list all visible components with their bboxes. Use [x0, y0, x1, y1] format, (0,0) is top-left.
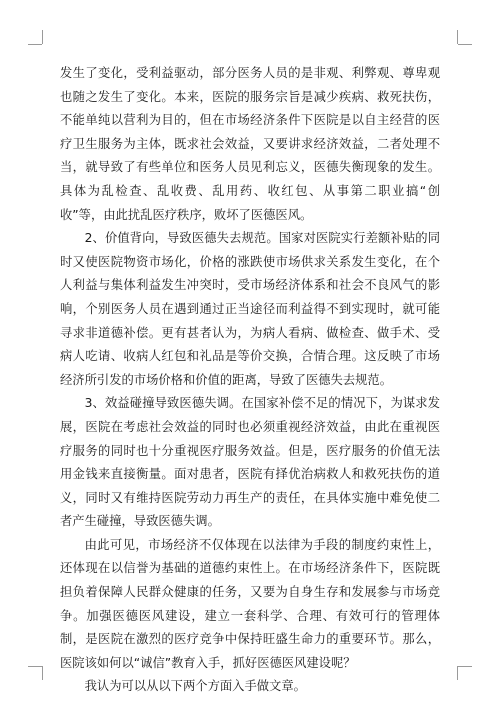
paragraph-closing: 我认为可以从以下两个方面入手做文章。 [84, 679, 306, 694]
crop-mark-bottom-left-v [42, 666, 43, 680]
crop-mark-bottom-right-v [457, 666, 458, 680]
crop-mark-top-right-h [458, 44, 472, 45]
paragraph-value-orientation: 2、价值背向，导致医德失去规范。国家对医院实行差额补贴的同时又使医院物资市场化，价格的涨跌使市场供求关系发生变化，在个人利益与集体利益发生冲突时，受市场经济体系和社会不良风气的影响，个别医务人员在遇到通过正当途径而利益得不到实现时，就可能寻求非道德补偿。更有甚者认为，为病人看病、做检查、做手术、受病人吃请、收病人红包和礼品是等价交换，合情合理。这反映了市场经济所引发的市场价格和价值的距离，导致了医德失去规范。 [60, 231, 440, 387]
crop-mark-top-left-v [42, 30, 43, 44]
paragraph-benefit-collision: 3、效益碰撞导致医德失调。在国家补偿不足的情况下，为谋求发展，医院在考虑社会效益的同时也必须重视经济效益，由此在重视医疗服务的同时也十分重视医疗服务效益。但是，医疗服务的价值无法用金钱来直接衡量。面对患者，医院有择优治病救人和救死扶伤的道义，同时又有维持医院劳动力再生产的责任，在具体实施中难免使二者产生碰撞，导致医德失调。 [60, 396, 440, 529]
paragraph-continued: 发生了变化，受利益驱动，部分医务人员的是非观、利弊观、尊卑观也随之发生了变化。本来，医院的服务宗旨是减少疾病、救死扶伤，不能单纯以营利为目的，但在市场经济条件下医院是以自主经营的医疗卫生服务为主体，既求社会效益，又要讲求经济效益，二者处理不当，就导致了有些单位和医务人员见利忘义，医德失衡现象的发生。具体为乱检查、乱收费、乱用药、收红包、从事第二职业搞“创收”等，由此扰乱医疗秩序，败坏了医德医风。 [60, 66, 440, 222]
body-text [60, 62, 440, 699]
crop-mark-bottom-left-h [28, 666, 42, 667]
crop-mark-bottom-right-h [458, 666, 472, 667]
crop-mark-top-right-v [457, 30, 458, 44]
paragraph-conclusion: 由此可见，市场经济不仅体现在以法律为手段的制度约束性上，还体现在以信誉为基础的道德约束性上。在市场经济条件下，医院既担负着保障人民群众健康的任务，又要为自身生存和发展参与市场竞争。加强医德医风建设，建立一套科学、合理、有效可行的管理体制，是医院在激烈的医疗竞争中保持旺盛生命力的重要环节。那么，医院该如何以“诚信”教育入手，抓好医德医风建设呢？ [60, 537, 440, 670]
crop-mark-top-left-h [28, 44, 42, 45]
